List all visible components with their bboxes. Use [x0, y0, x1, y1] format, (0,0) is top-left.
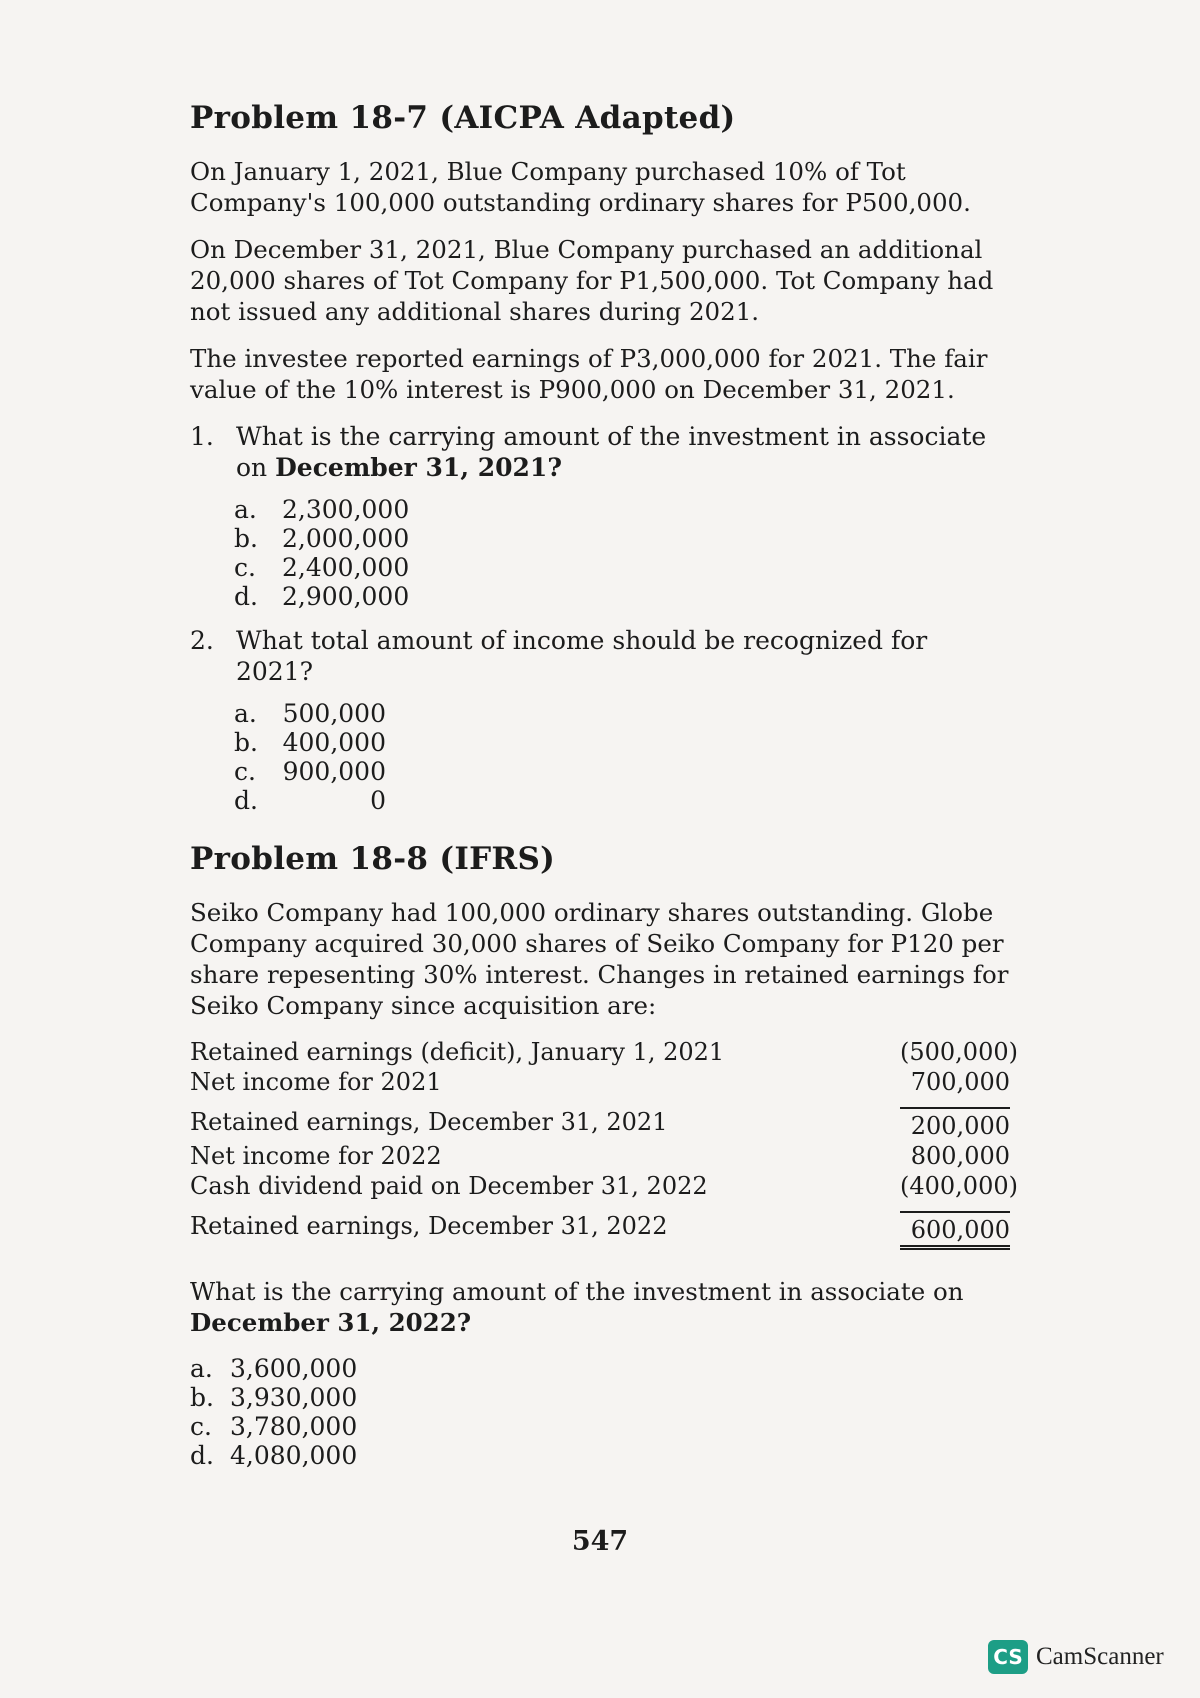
statement-row [190, 1171, 1018, 1201]
choice-value: 4,080,000 [230, 1441, 358, 1470]
question-1-stem: What is the carrying amount of the investment in associate on [236, 422, 987, 482]
choice-3a [190, 1354, 1010, 1383]
choice-2a [234, 699, 1010, 728]
statement-amount: 200,000 [900, 1107, 1010, 1141]
statement-label: Net income for 2022 [190, 1142, 442, 1170]
question-2-number: 2. [190, 626, 214, 655]
choice-value: 3,780,000 [230, 1412, 358, 1441]
statement-label: Retained earnings, December 31, 2022 [190, 1212, 668, 1240]
problem-18-8-question-date: December 31, 2022? [190, 1308, 472, 1337]
question-1-text [236, 421, 1010, 483]
problem-18-7-para-3: The investee reported earnings of P3,000,000 for 2021. The fair value of the 10% interest is P900,000 on December 31, 2021. [190, 344, 988, 404]
choice-label: d. [234, 786, 258, 815]
problem-18-8-heading: Problem 18-8 (IFRS) [190, 841, 556, 877]
page-number: 547 [571, 1526, 629, 1557]
choice-label: c. [234, 553, 256, 582]
choice-1c [234, 553, 1010, 582]
choice-label: c. [234, 757, 256, 786]
choice-2b [234, 728, 1010, 757]
choice-1d [234, 582, 1010, 611]
choice-label: b. [234, 728, 258, 757]
choice-3b [190, 1383, 1010, 1412]
problem-18-7-para-1: On January 1, 2021, Blue Company purchased 10% of Tot Company's 100,000 outstanding ordinary shares for P500,000. [190, 157, 971, 217]
choice-2d [234, 786, 1010, 815]
retained-earnings-statement [190, 1037, 1018, 1250]
choice-3d [190, 1441, 1010, 1470]
problem-18-8-question-stem: What is the carrying amount of the investment in associate on [190, 1277, 964, 1306]
choice-1a [234, 495, 1010, 524]
question-2-choices [234, 699, 1010, 815]
statement-row [190, 1067, 1010, 1097]
question-1-date: December 31, 2021? [275, 453, 562, 482]
choice-value: 2,900,000 [282, 582, 410, 611]
choice-label: b. [234, 524, 258, 553]
statement-row [190, 1211, 1010, 1250]
statement-amount: (500,000) [900, 1038, 1018, 1066]
choice-label: d. [234, 582, 258, 611]
statement-row [190, 1141, 1010, 1171]
choice-value: 400,000 [282, 728, 386, 757]
camscanner-watermark [988, 1640, 1164, 1674]
statement-row [190, 1037, 1018, 1067]
choice-value: 900,000 [282, 757, 386, 786]
question-1 [190, 421, 1010, 483]
choice-value: 2,400,000 [282, 553, 410, 582]
choice-value: 2,300,000 [282, 495, 410, 524]
question-1-choices [234, 495, 1010, 611]
problem-18-7-heading: Problem 18-7 (AICPA Adapted) [190, 100, 736, 136]
choice-label: a. [234, 699, 257, 728]
statement-label: Retained earnings, December 31, 2021 [190, 1108, 668, 1136]
statement-label: Retained earnings (deficit), January 1, 2021 [190, 1038, 725, 1066]
choice-1b [234, 524, 1010, 553]
choice-label: a. [234, 495, 257, 524]
question-2-text: What total amount of income should be recognized for 2021? [236, 626, 928, 686]
page-content [190, 100, 1018, 1484]
camscanner-text: CamScanner [1036, 1643, 1164, 1670]
choice-2c [234, 757, 1010, 786]
statement-amount: 700,000 [910, 1068, 1010, 1096]
choice-label: b. [190, 1383, 214, 1412]
choice-label: a. [190, 1354, 213, 1383]
statement-label: Net income for 2021 [190, 1068, 442, 1096]
choice-value: 2,000,000 [282, 524, 410, 553]
statement-label: Cash dividend paid on December 31, 2022 [190, 1172, 708, 1200]
statement-amount: 600,000 [900, 1211, 1010, 1250]
choice-label: c. [190, 1412, 212, 1441]
choice-label: d. [190, 1441, 214, 1470]
choice-3c [190, 1412, 1010, 1441]
problem-18-8-question [190, 1276, 1010, 1338]
statement-row [190, 1107, 1010, 1141]
choice-value: 3,600,000 [230, 1354, 358, 1383]
choice-value: 3,930,000 [230, 1383, 358, 1412]
choice-value: 500,000 [282, 699, 386, 728]
question-2 [190, 625, 1010, 687]
statement-amount: (400,000) [900, 1172, 1018, 1200]
problem-18-7-para-2: On December 31, 2021, Blue Company purchased an additional 20,000 shares of Tot Company for P1,500,000. Tot Company had not issued any additional shares during 2021. [190, 235, 994, 326]
problem-18-8-para: Seiko Company had 100,000 ordinary shares outstanding. Globe Company acquired 30,000 shares of Seiko Company for P120 per share repesenting 30% interest. Changes in retained earnings for Seiko Company since acquisition are: [190, 898, 1009, 1020]
camscanner-logo-icon: CS [988, 1640, 1028, 1674]
question-1-number: 1. [190, 422, 214, 451]
choice-value: 0 [370, 786, 386, 815]
problem-18-8-choices [190, 1354, 1010, 1470]
statement-amount: 800,000 [910, 1142, 1010, 1170]
